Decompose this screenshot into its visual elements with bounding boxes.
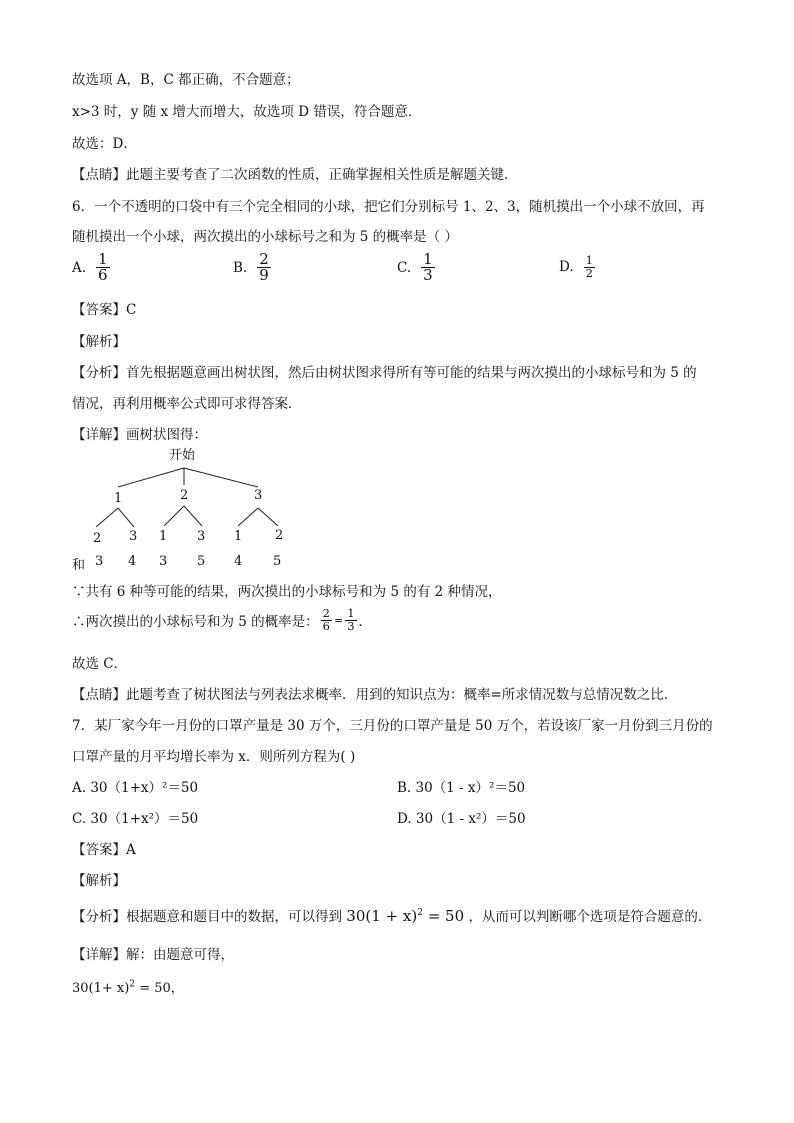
answer-6: 【答案】C [72, 302, 137, 318]
final-right: = 50， [135, 981, 184, 996]
tree-second-1: 2 [93, 531, 102, 546]
question-6-line-2: 随机摸出一个小球，两次摸出的小球标号之和为 5 的概率是（ ） [72, 229, 458, 245]
select-6: 故选 C． [72, 656, 128, 672]
fraction-numerator: 2 [259, 250, 269, 268]
tree-sum-4: 5 [197, 554, 206, 569]
period: ． [358, 614, 373, 630]
equation-right: = 50 [422, 907, 465, 925]
exponent: 2 [129, 979, 136, 990]
q6-option-a [72, 252, 112, 283]
tree-sum-5: 4 [234, 554, 243, 569]
tree-sum-2: 4 [128, 554, 137, 569]
line-2: x>3 时，y 随 x 增大而增大，故选项 D 错误，符合题意． [72, 104, 422, 120]
tree-second-3: 1 [159, 529, 168, 544]
answer-7: 【答案】A [72, 842, 136, 858]
analysis-heading-6: 【解析】 [72, 334, 126, 350]
tree-first-1: 1 [114, 491, 123, 506]
q7-option-a: A. 30（1+x）²＝50 [72, 780, 199, 796]
fraction-denominator: 3 [423, 266, 433, 284]
fraction-denominator: 9 [259, 266, 269, 284]
option-fraction [421, 252, 435, 283]
q7-option-b: B. 30（1 - x）²＝50 [397, 780, 526, 796]
option-letter: B. [233, 259, 248, 276]
fraction-numerator: 1 [347, 606, 355, 620]
q7-option-d: D. 30（1 - x²）＝50 [397, 811, 526, 827]
option-fraction [584, 255, 595, 279]
analysis-6-line-1: 【分析】首先根据题意画出树状图，然后由树状图求得所有等可能的结果与两次摸出的小球标号和为 5 的 [72, 365, 697, 381]
final-equation [72, 977, 184, 996]
option-letter: A. [72, 259, 87, 276]
therefore-text: ∴两次摸出的小球标号和为 5 的概率是： [72, 614, 319, 630]
tree-root: 开始 [169, 448, 196, 463]
line-3: 故选：D． [72, 136, 137, 152]
fraction-numerator: 1 [585, 253, 593, 267]
equation-left: 30(1 + x) [346, 907, 418, 925]
analysis-7-tail: ，从而可以判断哪个选项是符合题意的． [468, 909, 712, 925]
exponent: 2 [417, 908, 423, 918]
q7-option-c: C. 30（1+x²）＝50 [72, 811, 199, 827]
option-letter: D. [559, 259, 574, 275]
fraction-denominator: 2 [585, 265, 593, 280]
detail-7: 【详解】解：由题意可得， [72, 947, 234, 963]
comment-6: 【点睛】此题考查了树状图法与列表法求概率．用到的知识点为：概率=所求情况数与总情况数之比． [72, 687, 678, 703]
question-6-line-1: 6．一个不透明的口袋中有三个完全相同的小球，把它们分别标号 1、2、3，随机摸出一个小球不放回，再 [72, 199, 705, 215]
fraction-numerator: 1 [98, 250, 108, 268]
fraction-numerator: 1 [423, 250, 433, 268]
tree-diagram [72, 440, 332, 575]
option-fraction [96, 252, 110, 283]
option-fraction [257, 252, 271, 283]
tree-second-2: 3 [129, 529, 138, 544]
equation [346, 907, 464, 925]
tree-sum-3: 3 [159, 554, 168, 569]
tree-sum-1: 3 [95, 554, 104, 569]
probability-fraction-b [345, 608, 356, 632]
q6-option-d [559, 255, 597, 279]
therefore-line [72, 608, 372, 632]
q6-option-b [233, 252, 273, 283]
tree-sum-6: 5 [273, 554, 282, 569]
fraction-denominator: 6 [322, 618, 330, 633]
tree-first-3: 3 [254, 488, 263, 503]
fraction-denominator: 3 [347, 618, 355, 633]
analysis-heading-7: 【解析】 [72, 873, 126, 889]
final-left: 30(1+ x) [72, 981, 130, 996]
analysis-7-text: 【分析】根据题意和题目中的数据，可以得到 [72, 909, 342, 925]
because-line: ∵共有 6 种等可能的结果，两次摸出的小球标号和为 5 的有 2 种情况， [72, 584, 502, 600]
tree-second-6: 2 [275, 528, 284, 543]
probability-fraction-a [321, 608, 332, 632]
tree-first-2: 2 [180, 488, 189, 503]
question-7-line-2: 口罩产量的月平均增长率为 x．则所列方程为( ) [72, 749, 356, 765]
q6-option-c [397, 252, 437, 283]
equals-sign: = [334, 613, 344, 627]
tree-second-4: 3 [197, 529, 206, 544]
tree-second-5: 1 [234, 529, 243, 544]
option-letter: C. [397, 259, 412, 276]
fraction-denominator: 6 [98, 266, 108, 284]
analysis-6-line-2: 情况，再利用概率公式即可求得答案． [72, 396, 302, 412]
question-7-line-1: 7．某厂家今年一月份的口罩产量是 30 万个，三月份的口罩产量是 50 万个，若设该厂家一月份到三月份的 [72, 718, 713, 734]
comment-5: 【点睛】此题主要考查了二次函数的性质，正确掌握相关性质是解题关键． [72, 167, 518, 183]
line-1: 故选项 A，B，C 都正确，不合题意； [72, 72, 300, 88]
analysis-7 [72, 905, 711, 925]
tree-sum-label: 和 [72, 558, 86, 573]
fraction-numerator: 2 [322, 606, 330, 620]
detail-6: 【详解】画树状图得： [72, 427, 207, 443]
